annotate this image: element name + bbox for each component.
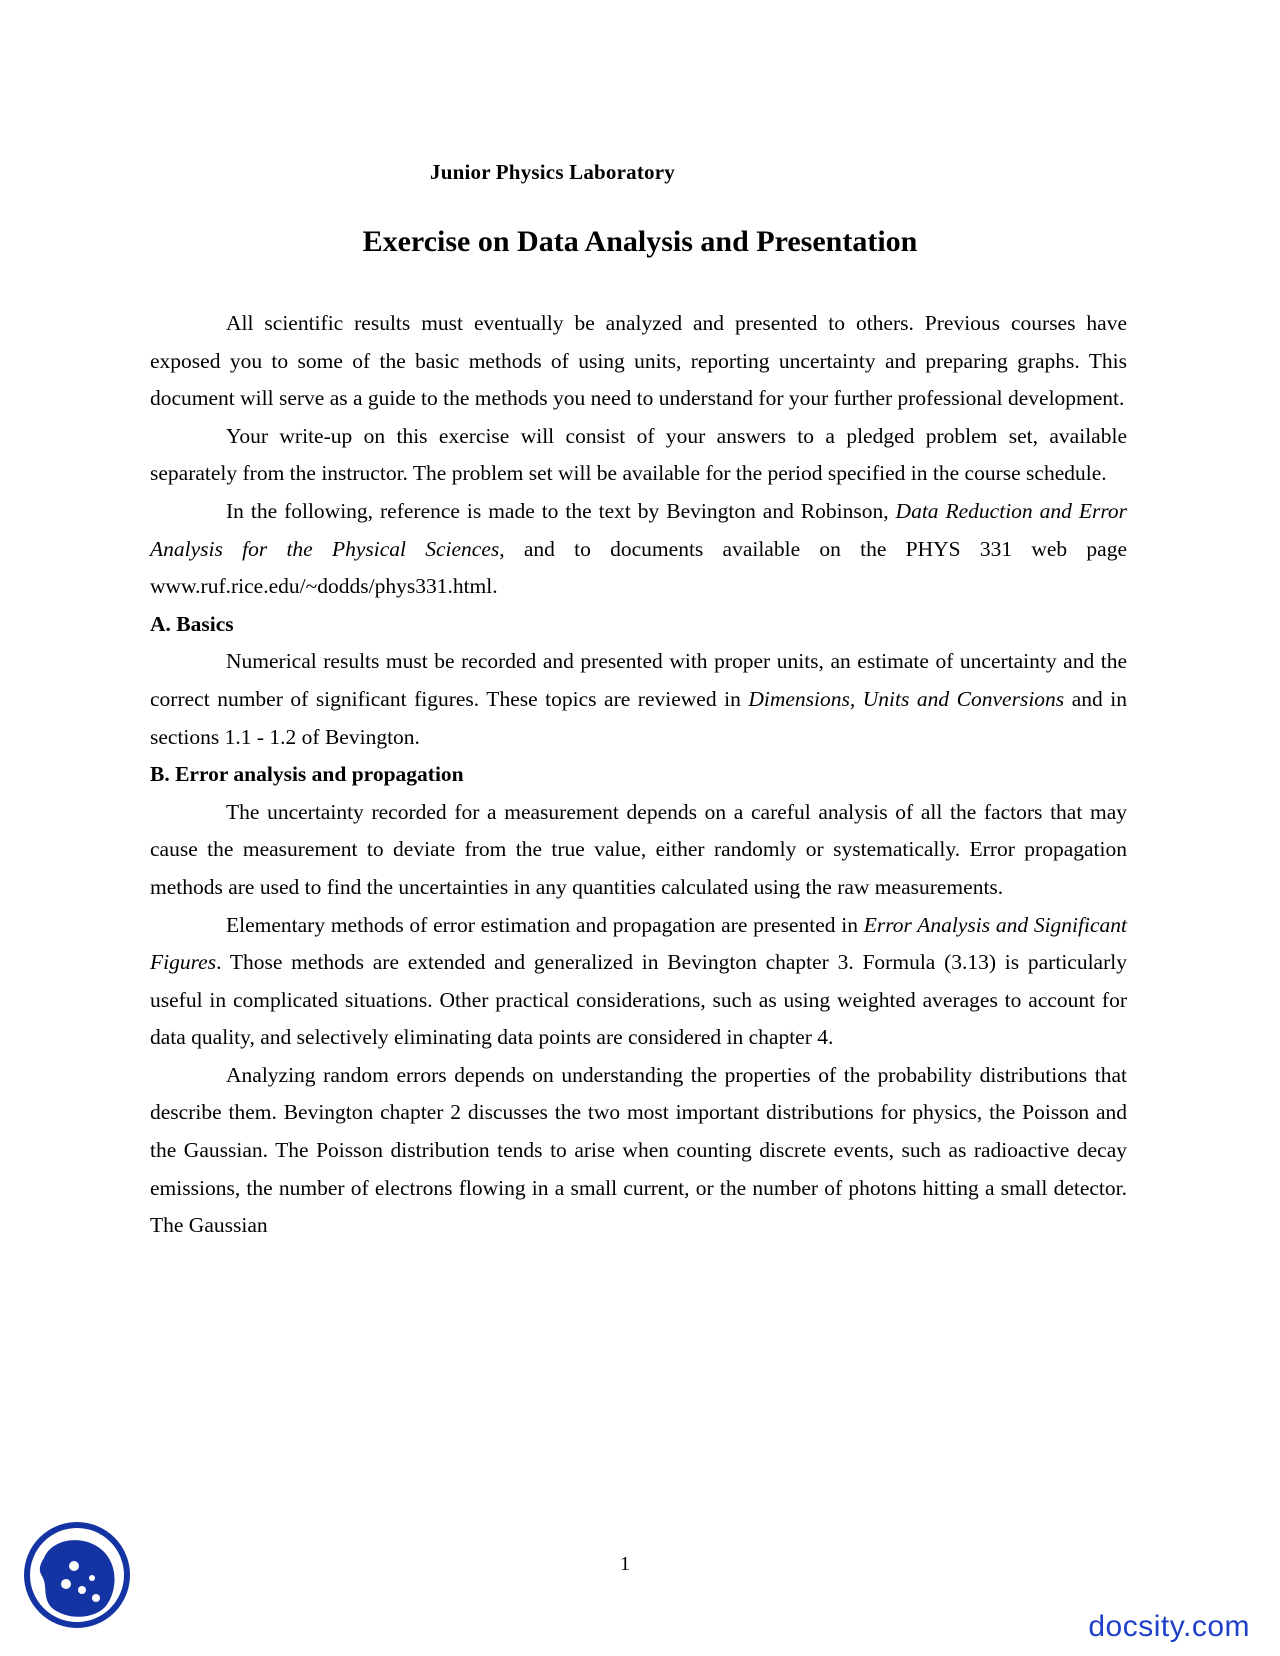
section-a-p1-text-b: and in sections 1.1 - 1.2 of Bevington.: [150, 686, 1127, 749]
docsity-logo-icon: [22, 1520, 132, 1630]
referenced-document-title: Dimensions, Units and Conversions: [748, 686, 1065, 711]
section-a-paragraph-1: [150, 643, 1127, 756]
page-number: 1: [620, 1553, 630, 1575]
docsity-brand-link[interactable]: docsity.com: [1088, 1610, 1250, 1643]
referenced-document-title: Error Analysis and Significant Figures: [150, 912, 1127, 975]
section-b-p2-text-a: Elementary methods of error estimation and propagation are presented in: [226, 912, 864, 937]
document-body: [150, 305, 1127, 1245]
section-b-paragraph-2: [150, 907, 1127, 1057]
document-title: Exercise on Data Analysis and Presentation: [362, 225, 918, 258]
intro-paragraph-3: [150, 493, 1127, 606]
course-name: Junior Physics Laboratory: [430, 160, 675, 184]
section-b-p2-text-b: . Those methods are extended and generalized in Bevington chapter 3. Formula (3.13) is particularly useful in complicated situations. Other practical considerations, such as using weighted averages to account for data quality, and selectively eliminating data points are considered in chapter 4.: [150, 950, 1127, 1050]
section-a-p1-text-a: Numerical results must be recorded and presented with proper units, an estimate of uncertainty and the correct number of significant figures. These topics are reviewed in: [150, 649, 1127, 711]
section-b-paragraph-1: The uncertainty recorded for a measurement depends on a careful analysis of all the factors that may cause the measurement to deviate from the true value, either randomly or systematically. Error propagation methods are used to find the uncertainties in any quantities calculated using the raw measurements.: [150, 799, 1127, 899]
intro-paragraph-1: All scientific results must eventually be analyzed and presented to others. Previous courses have exposed you to some of the basic methods of using units, reporting uncertainty and preparing graphs. This document will serve as a guide to the methods you need to understand for your further professional development.: [150, 311, 1127, 411]
intro-p3-text-a: In the following, reference is made to the text by Bevington and Robinson,: [226, 498, 896, 523]
section-b-heading: B. Error analysis and propagation: [150, 762, 464, 787]
section-b-paragraph-3: Analyzing random errors depends on understanding the properties of the probability distributions that describe them. Bevington chapter 2 discusses the two most important distributions for physics, the Poisson and the Gaussian. The Poisson distribution tends to arise when counting discrete events, such as radioactive decay emissions, the number of electrons flowing in a small current, or the number of photons hitting a small detector. The Gaussian: [150, 1062, 1127, 1238]
intro-p3-text-b: , and to documents available on the PHYS 331 web page www.ruf.rice.edu/~dodds/phys331.html.: [150, 536, 1127, 599]
book-title: Data Reduction and Error Analysis for the Physical Sciences: [150, 498, 1128, 561]
section-a-heading: A. Basics: [150, 611, 234, 636]
intro-paragraph-2: Your write-up on this exercise will consist of your answers to a pledged problem set, available separately from the instructor. The problem set will be available for the period specified in the course schedule.: [150, 423, 1127, 486]
